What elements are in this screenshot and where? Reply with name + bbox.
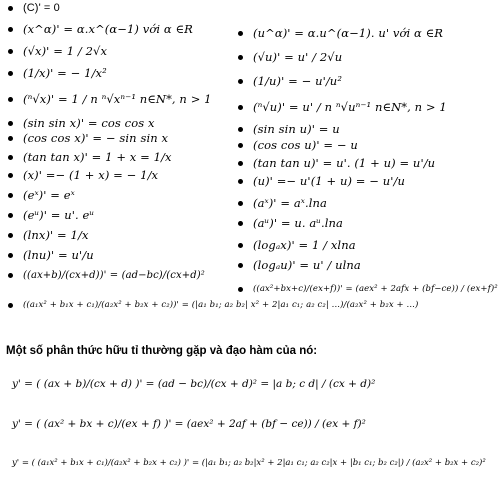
formula-text: ((a₁x² + b₁x + c₁)/(a₂x² + b₂x + c₂))' = (|a₁ b₁; a₂ b₂| x² + 2|a₁ c₁; a₂ c₂| ...)/(a₂x² + b₂x + ...)	[23, 300, 419, 310]
bullet-icon	[8, 303, 13, 308]
formula-item	[0, 188, 75, 202]
bullet-icon	[238, 161, 243, 166]
formula-item	[0, 228, 89, 242]
formula-text: (logₐx)' = 1 / xlna	[253, 238, 356, 252]
formula-item	[0, 131, 168, 145]
formula-text: (cos cos u)' = − u	[253, 138, 358, 152]
bullet-icon	[8, 49, 13, 54]
bullet-icon	[8, 71, 13, 76]
formula-item	[230, 138, 358, 152]
rational-formula	[12, 378, 472, 390]
formula-item	[0, 168, 158, 182]
formula-text: (x)' =− (1 + x) = − 1/x	[23, 168, 159, 182]
bullet-icon	[238, 105, 243, 110]
formula-text: (ⁿ√x)' = 1 / n ⁿ√xⁿ⁻¹ n∈N*, n > 1	[23, 92, 212, 106]
formula-item	[0, 66, 107, 80]
formula-text: (cos cos x)' = − sin sin x	[23, 131, 169, 145]
formula-item	[0, 44, 107, 58]
formula-item	[230, 174, 405, 188]
bullet-icon	[8, 173, 13, 178]
formula-text: (logₐu)' = u' / ulna	[253, 258, 361, 272]
bullet-icon	[8, 6, 13, 11]
formula-text: (lnu)' = u'/u	[23, 248, 94, 262]
formula-item	[0, 22, 193, 36]
formula-text: (eˣ)' = eˣ	[23, 188, 75, 202]
formula-text: (1/x)' = − 1/x²	[23, 66, 107, 80]
bullet-icon	[8, 233, 13, 238]
formula-text: (eᵘ)' = u'. eᵘ	[23, 208, 95, 222]
bullet-icon	[238, 263, 243, 268]
bullet-icon	[238, 31, 243, 36]
formula-item	[230, 196, 327, 210]
bullet-icon	[238, 287, 243, 292]
formula-text: (sin sin x)' = cos cos x	[23, 116, 155, 130]
formula-item	[230, 156, 435, 170]
formula-text: (aˣ)' = aˣ.lna	[253, 196, 327, 210]
formula-text: (u^α)' = α.u^(α−1). u' với α ∈R	[253, 26, 444, 40]
bullet-icon	[8, 121, 13, 126]
formula-item	[230, 100, 447, 114]
formula-text: (tan tan u)' = u'. (1 + u) = u'/u	[253, 156, 436, 170]
formula-text: (tan tan x)' = 1 + x = 1/x	[23, 150, 172, 164]
bullet-icon	[8, 193, 13, 198]
bullet-icon	[8, 136, 13, 141]
bullet-icon	[8, 253, 13, 258]
formula-text: (√u)' = u' / 2√u	[253, 50, 343, 64]
bullet-icon	[8, 213, 13, 218]
formula-text: y' = ( (a₁x² + b₁x + c₁)/(a₂x² + b₂x + c₂) )' = (|a₁ b₁; a₂ b₂|x² + 2|a₁ c₁; a₂ c₂|x + |b₁ c₁; b₂ c₂|) / (a₂x² + b₂x + c₂)²	[12, 458, 486, 468]
formula-text: (x^α)' = α.x^(α−1) với α ∈R	[23, 22, 193, 36]
bullet-icon	[8, 155, 13, 160]
formula-text: ((ax²+bx+c)/(ex+f))' = (aex² + 2afx + (bf−ce)) / (ex+f)²	[253, 284, 498, 294]
section-heading: Một số phân thức hữu tỉ thường gặp và đạo hàm của nó:	[6, 345, 318, 357]
bullet-icon	[238, 179, 243, 184]
bullet-icon	[238, 201, 243, 206]
formula-item	[230, 258, 361, 272]
formula-text: (ⁿ√u)' = u' / n ⁿ√uⁿ⁻¹ n∈N*, n > 1	[253, 100, 447, 114]
formula-item	[230, 50, 342, 64]
formula-text: ((ax+b)/(cx+d))' = (ad−bc)/(cx+d)²	[23, 270, 205, 281]
formula-item	[0, 2, 60, 14]
formula-text: y' = ( (ax + b)/(cx + d) )' = (ad − bc)/(cx + d)² = |a b; c d| / (cx + d)²	[12, 378, 376, 390]
formula-text: (aᵘ)' = u. aᵘ.lna	[253, 216, 343, 230]
formula-item	[230, 284, 498, 294]
formula-item	[0, 150, 172, 164]
formula-text: (sin sin u)' = u	[253, 122, 340, 136]
bullet-icon	[238, 55, 243, 60]
formula-text: y' = ( (ax² + bx + c)/(ex + f) )' = (aex² + 2af + (bf − ce)) / (ex + f)²	[12, 418, 366, 430]
formula-item	[0, 92, 212, 106]
formula-item	[230, 122, 340, 136]
rational-formula	[12, 458, 486, 468]
formula-item	[0, 300, 419, 310]
bullet-icon	[238, 143, 243, 148]
formula-item	[230, 238, 356, 252]
formula-item	[230, 216, 343, 230]
bullet-icon	[238, 79, 243, 84]
bullet-icon	[8, 97, 13, 102]
formula-item	[0, 248, 94, 262]
bullet-icon	[8, 273, 13, 278]
formula-item	[230, 26, 443, 40]
rational-formula	[12, 418, 472, 430]
bullet-icon	[8, 27, 13, 32]
formula-item	[0, 116, 155, 130]
formula-text: (√x)' = 1 / 2√x	[23, 44, 108, 58]
formula-item	[0, 208, 94, 222]
formula-text: (lnx)' = 1/x	[23, 228, 89, 242]
bullet-icon	[238, 127, 243, 132]
formula-text: (C)' = 0	[23, 2, 60, 14]
formula-item	[0, 270, 205, 281]
formula-text: (u)' =− u'(1 + u) = − u'/u	[253, 174, 406, 188]
formula-text: (1/u)' = − u'/u²	[253, 74, 343, 88]
bullet-icon	[238, 243, 243, 248]
formula-item	[230, 74, 342, 88]
bullet-icon	[238, 221, 243, 226]
